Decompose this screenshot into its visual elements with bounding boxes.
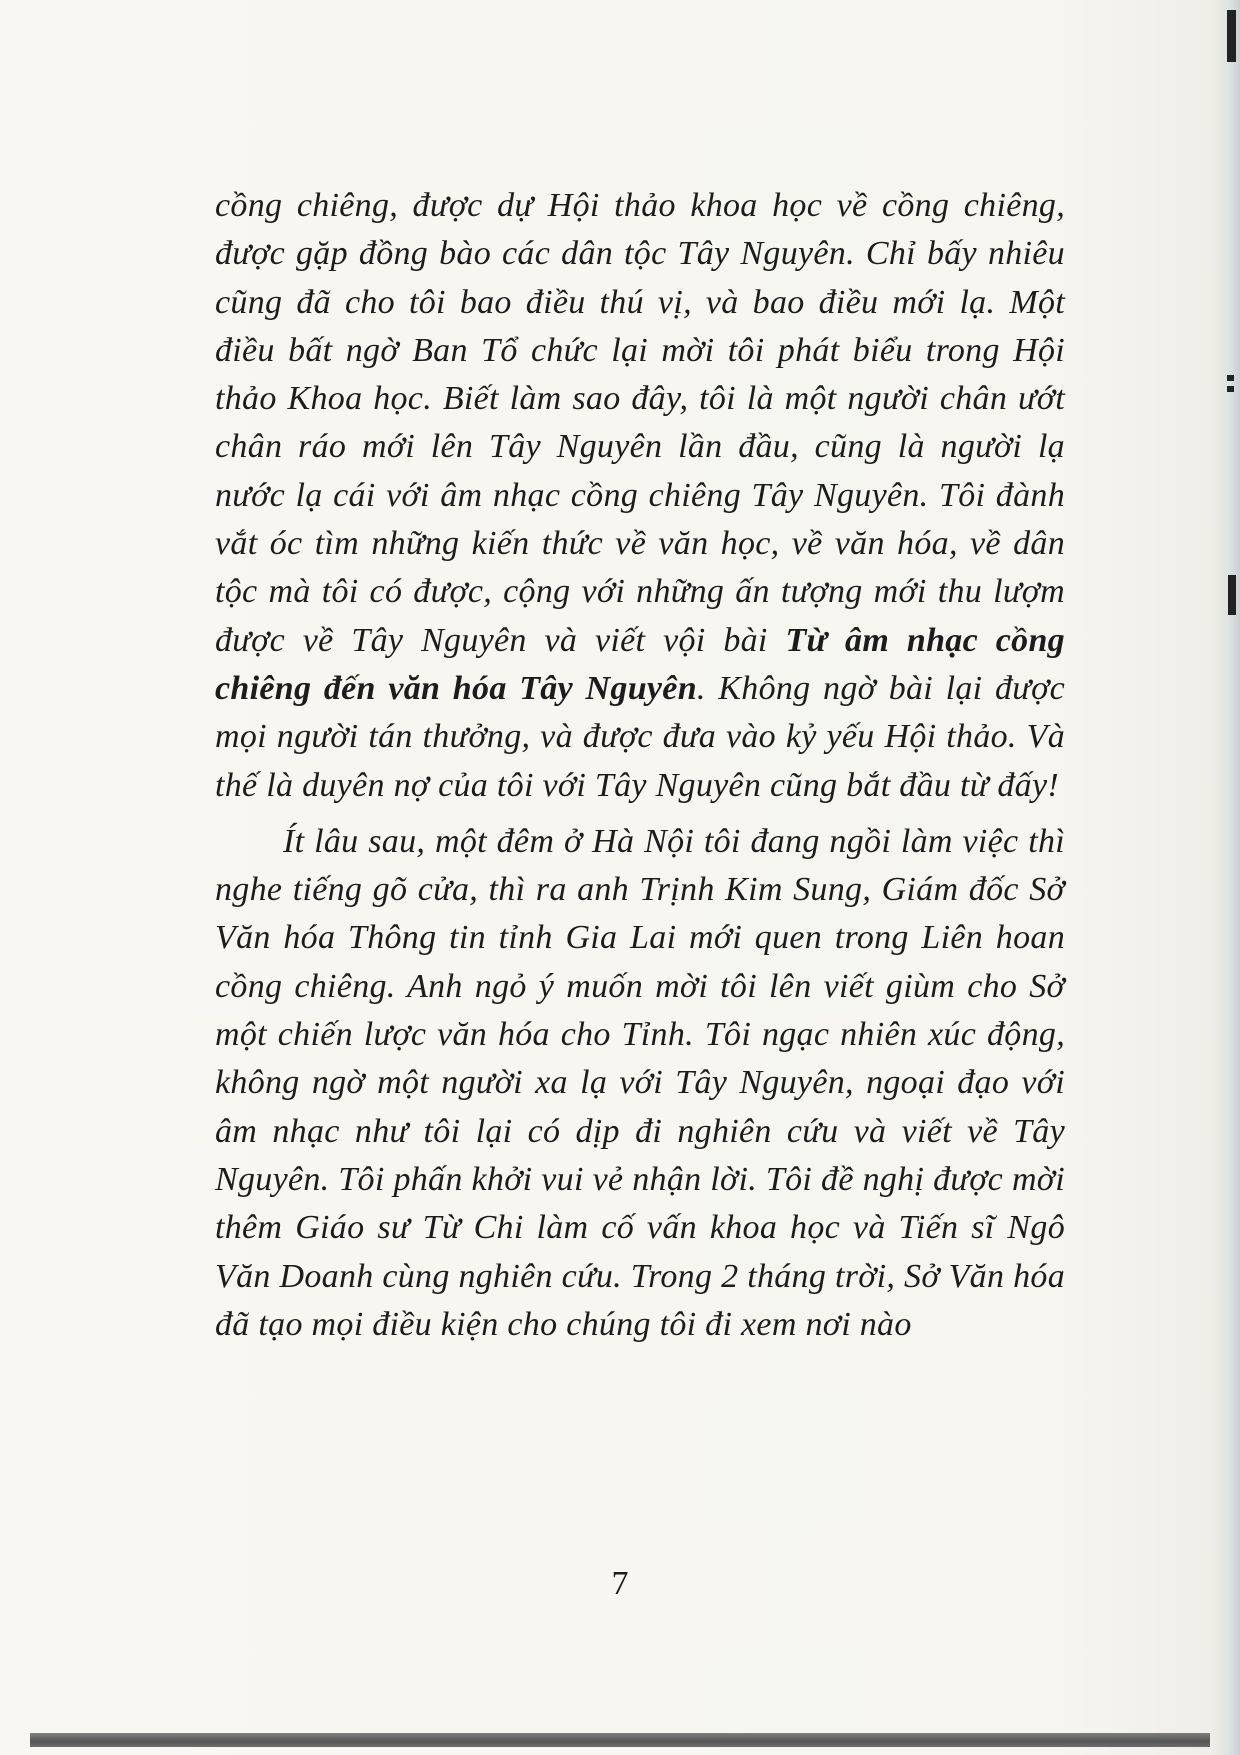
page-number: 7 — [611, 1565, 629, 1602]
page-edge-shadow — [1210, 0, 1240, 1755]
text-segment: . Không ngờ bài lại được mọi người tán thưởng, và được đưa vào kỷ yếu Hội thảo. Và thế là duyên nợ của tôi với Tây Nguyên cũng bắt đầu từ đấy! — [215, 669, 1065, 804]
bold-title: Từ âm nhạc cồng chiêng đến văn hóa Tây Nguyên — [215, 621, 1065, 707]
paragraph-1 — [215, 182, 1065, 810]
bottom-scan-edge — [30, 1733, 1210, 1747]
text-segment: Ít lâu sau, một đêm ở Hà Nội tôi đang ngồi làm việc thì nghe tiếng gõ cửa, thì ra anh Trịnh Kim Sung, Giám đốc Sở Văn hóa Thông tin tỉnh Gia Lai mới quen trong Liên hoan cồng chiêng. Anh ngỏ ý muốn mời tôi lên viết giùm cho Sở một chiến lược văn hóa cho Tỉnh. Tôi ngạc nhiên xúc động, không ngờ một người xa lạ với Tây Nguyên, ngoại đạo với âm nhạc như tôi lại có dịp đi nghiên cứu và viết về Tây Nguyên. Tôi phấn khởi vui vẻ nhận lời. Tôi đề nghị được mời thêm Giáo sư Từ Chi làm cố vấn khoa học và Tiến sĩ Ngô Văn Doanh cùng nghiên cứu. Trong 2 tháng trời, Sở Văn hóa đã tạo mọi điều kiện cho chúng tôi đi xem nơi nào — [215, 822, 1065, 1343]
edge-mark — [1227, 10, 1236, 62]
body-text — [215, 182, 1065, 1349]
paragraph-2 — [215, 818, 1065, 1349]
edge-mark — [1228, 575, 1236, 615]
edge-mark — [1227, 386, 1234, 392]
edge-mark — [1227, 375, 1234, 381]
text-segment: cồng chiêng, được dự Hội thảo khoa học về cồng chiêng, được gặp đồng bào các dân tộc Tây Nguyên. Chỉ bấy nhiêu cũng đã cho tôi bao điều thú vị, và bao điều mới lạ. Một điều bất ngờ Ban Tổ chức lại mời tôi phát biểu trong Hội thảo Khoa học. Biết làm sao đây, tôi là một người chân ướt chân ráo mới lên Tây Nguyên lần đầu, cũng là người lạ nước lạ cái với âm nhạc cồng chiêng Tây Nguyên. Tôi đành vắt óc tìm những kiến thức về văn học, về văn hóa, về dân tộc mà tôi có được, cộng với những ấn tượng mới thu lượm được về Tây Nguyên và viết vội bài — [215, 187, 1065, 659]
